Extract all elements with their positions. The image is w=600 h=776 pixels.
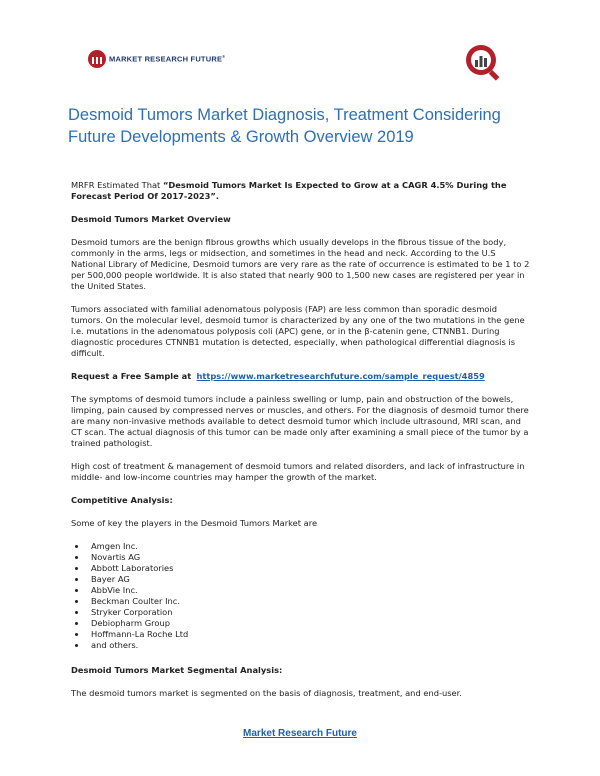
segmental-heading: Desmoid Tumors Market Segmental Analysis: bbox=[71, 665, 283, 675]
list-item: and others. bbox=[91, 640, 531, 651]
company-logo bbox=[88, 50, 225, 68]
symptoms-paragraph: The symptoms of desmoid tumors include a painless swelling or lump, pain and obstruction of the bowels, limping, pain caused by compressed nerves or muscles, and others. For the diagnosis of desmoid tumor there are many non-invasive methods available to detect desmoid tumor which include ultrasound, MRI scan, and CT scan. The actual diagnosis of this tumor can be made only after examining a small piece of the tumor by a trained pathologist. bbox=[71, 394, 529, 448]
logo-text: MARKET RESEARCH FUTURE® bbox=[109, 54, 226, 64]
list-item: Novartis AG bbox=[91, 552, 531, 563]
sample-request: Request a Free Sample at https://www.marketresearchfuture.com/sample_request/4859 bbox=[71, 371, 485, 381]
magnifier-chart-icon bbox=[463, 42, 503, 82]
list-item: AbbVie Inc. bbox=[91, 585, 531, 596]
overview-heading: Desmoid Tumors Market Overview bbox=[71, 214, 231, 224]
article-body bbox=[71, 180, 531, 711]
footer-link[interactable]: Market Research Future bbox=[243, 728, 357, 739]
page-title: Desmoid Tumors Market Diagnosis, Treatment Considering Future Developments & Growth Overview 2019 bbox=[68, 106, 501, 146]
list-item: Amgen Inc. bbox=[91, 541, 531, 552]
list-item: Hoffmann-La Roche Ltd bbox=[91, 629, 531, 640]
sample-request-link[interactable]: https://www.marketresearchfuture.com/sample_request/4859 bbox=[196, 371, 485, 381]
cost-paragraph: High cost of treatment & management of desmoid tumors and related disorders, and lack of infrastructure in middle- and low-income countries may hamper the growth of the market. bbox=[71, 461, 525, 482]
list-item: Stryker Corporation bbox=[91, 607, 531, 618]
intro-paragraph: MRFR Estimated That “Desmoid Tumors Market Is Expected to Grow at a CAGR 4.5% During the Forecast Period Of 2017-2023”. bbox=[71, 180, 507, 201]
list-item: Bayer AG bbox=[91, 574, 531, 585]
logo-chart-icon bbox=[88, 50, 106, 68]
list-item: Abbott Laboratories bbox=[91, 563, 531, 574]
overview-paragraph-1: Desmoid tumors are the benign fibrous growths which usually develops in the fibrous tissue of the body, commonly in the arms, legs or midsection, and sometimes in the head and neck. According to the U.S National Library of Medicine, Desmoid tumors are very rare as the rate of occurrence is estimated to be 1 to 2 per 500,000 people worldwide. It is also stated that nearly 900 to 1,500 new cases are registered per year in the United States. bbox=[71, 237, 530, 291]
list-item: Debiopharm Group bbox=[91, 618, 531, 629]
competitive-heading: Competitive Analysis: bbox=[71, 495, 173, 505]
list-item: Beckman Coulter Inc. bbox=[91, 596, 531, 607]
segmental-paragraph: The desmoid tumors market is segmented on the basis of diagnosis, treatment, and end-user. bbox=[71, 688, 462, 698]
competitive-intro: Some of key the players in the Desmoid Tumors Market are bbox=[71, 518, 318, 528]
overview-paragraph-2: Tumors associated with familial adenomatous polyposis (FAP) are less common than sporadic desmoid tumors. On the molecular level, desmoid tumor is characterized by any one of the two mutations in the gene i.e. mutations in the adenomatous polyposis coli (APC) gene, or in the β-catenin gene, CTNNB1. During diagnostic procedures CTNNB1 mutation is detected, especially, when pathological differential diagnosis is difficult. bbox=[71, 304, 525, 358]
players-list bbox=[71, 541, 531, 651]
